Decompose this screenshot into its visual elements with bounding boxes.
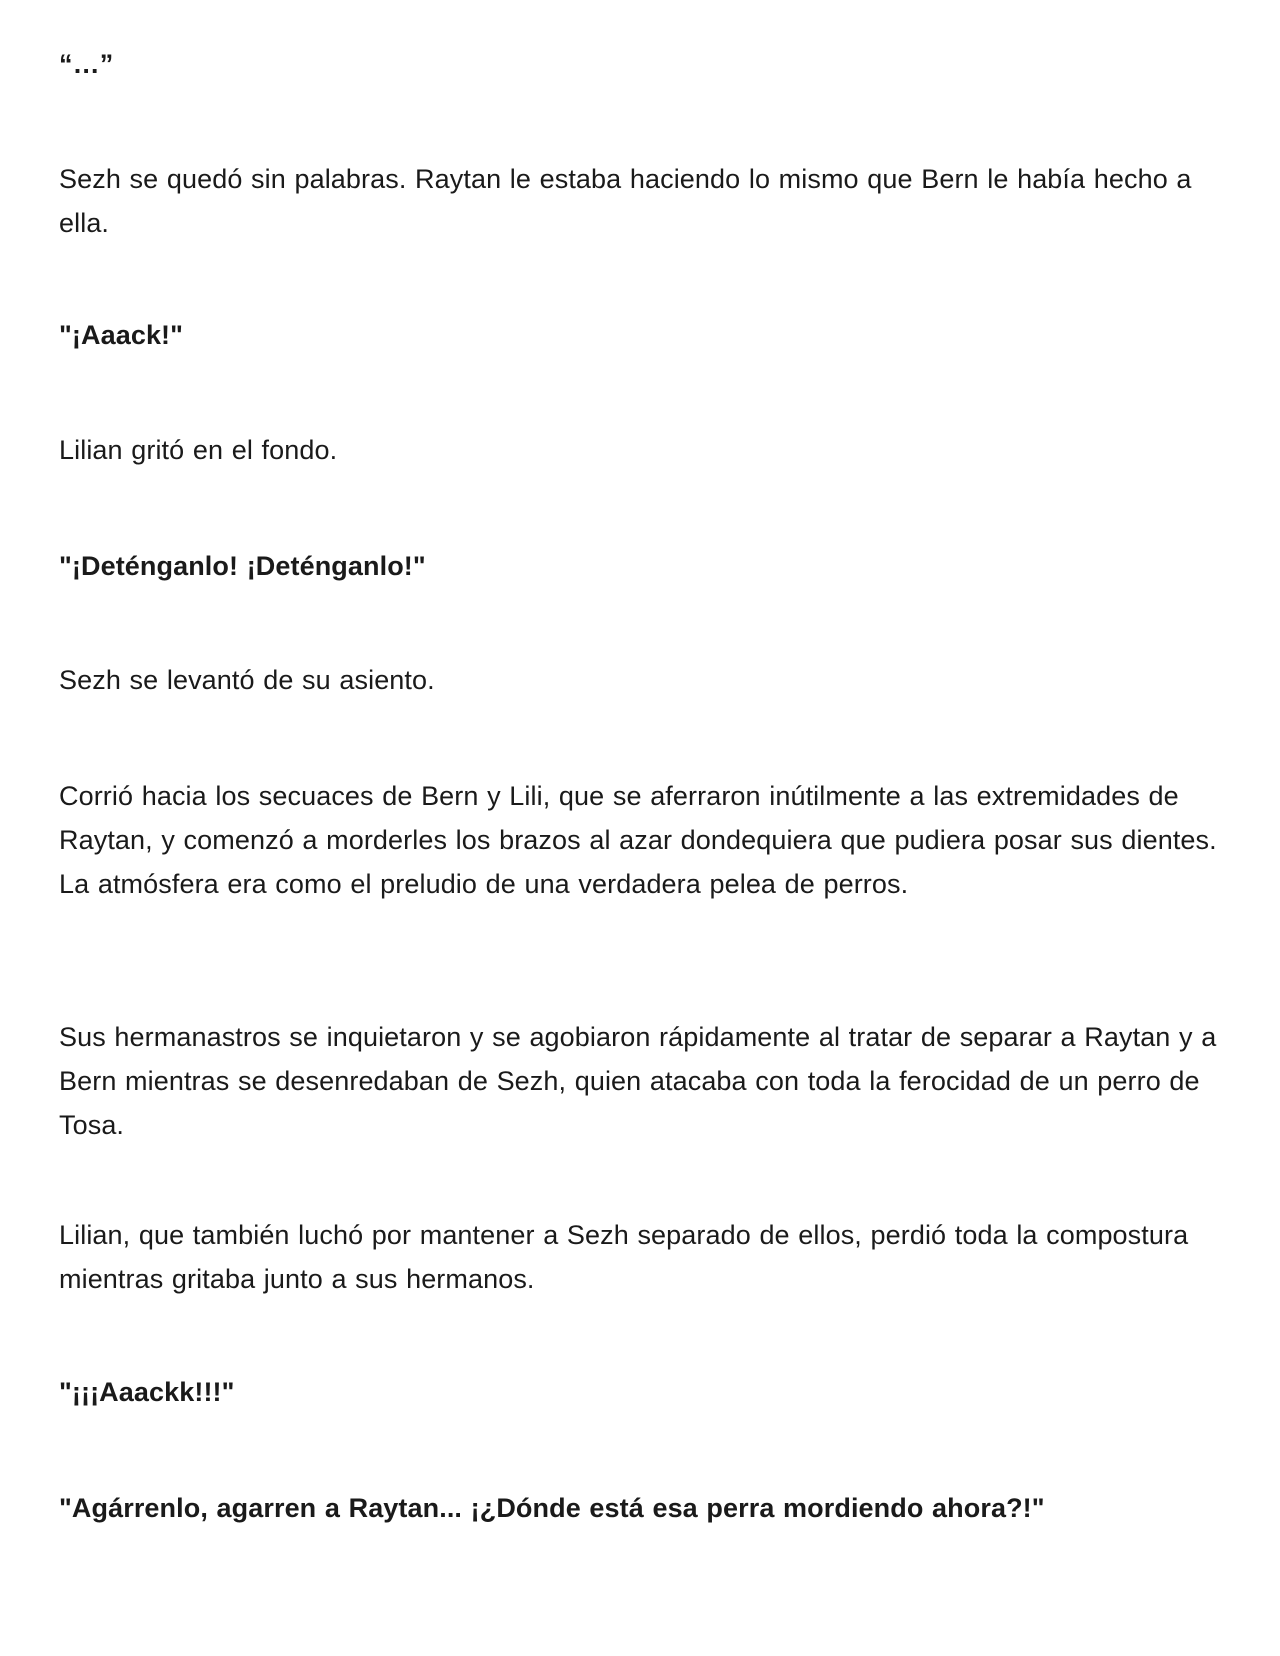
paragraph-ellipsis: “…” xyxy=(59,49,114,79)
paragraph-narration: Lilian, que también luchó por mantener a Sezh separado de ellos, perdió toda la compostura mientras gritaba junto a sus hermanos. xyxy=(59,1220,1189,1294)
paragraph-dialogue: "¡Aaack!" xyxy=(59,320,184,350)
paragraph-narration: Sus hermanastros se inquietaron y se agobiaron rápidamente al tratar de separar a Raytan y a Bern mientras se desenredaban de Sezh, quien atacaba con toda la ferocidad de un perro de Tosa. xyxy=(59,1022,1217,1140)
paragraph-narration: Sezh se levantó de su asiento. xyxy=(59,665,435,695)
paragraph-narration: Sezh se quedó sin palabras. Raytan le estaba haciendo lo mismo que Bern le había hecho a ella. xyxy=(59,164,1192,238)
paragraph-narration: Lilian gritó en el fondo. xyxy=(59,435,338,465)
paragraph-dialogue: "Agárrenlo, agarren a Raytan... ¡¿Dónde está esa perra mordiendo ahora?!" xyxy=(59,1493,1045,1523)
paragraph-narration: Corrió hacia los secuaces de Bern y Lili, que se aferraron inútilmente a las extremidades de Raytan, y comenzó a morderles los brazos al azar dondequiera que pudiera posar sus dientes. La atmósfera era como el preludio de una verdadera pelea de perros. xyxy=(59,781,1217,899)
paragraph-dialogue: "¡Deténganlo! ¡Deténganlo!" xyxy=(59,551,426,581)
paragraph-dialogue: "¡¡¡Aaackk!!!" xyxy=(59,1377,235,1407)
